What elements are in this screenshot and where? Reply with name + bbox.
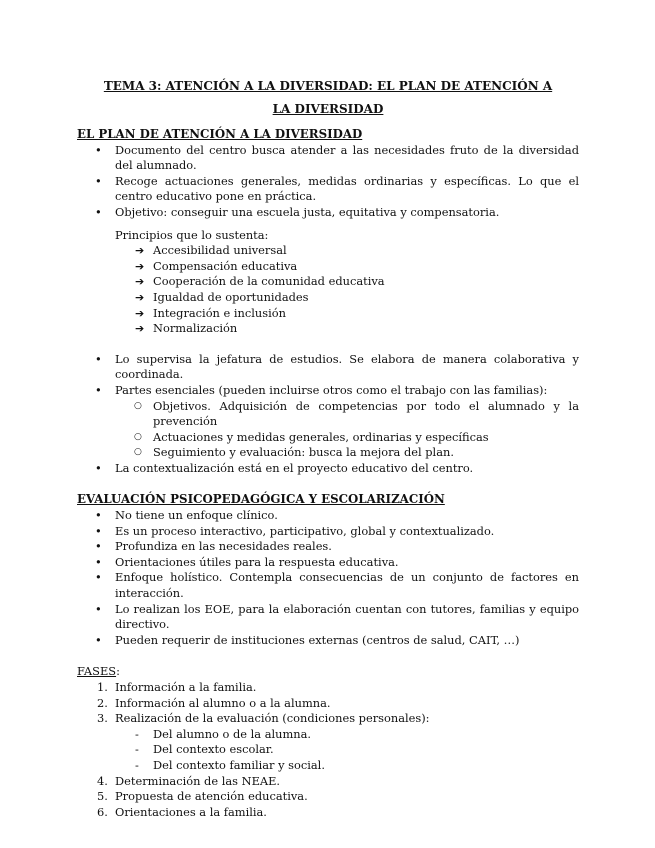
parts-list: [115, 399, 579, 461]
item-text: Determinación de las NEAE.: [115, 773, 281, 788]
fases-label: FASES: [77, 664, 117, 679]
item-number: 4.: [97, 773, 108, 788]
item-number: 5.: [97, 789, 108, 804]
list-item: • No tiene un enfoque clínico.: [77, 508, 579, 524]
item-text: Orientaciones a la familia.: [115, 804, 267, 819]
list-item: [77, 774, 579, 790]
list-item: [77, 696, 579, 712]
arrow-right-icon: ➔: [135, 259, 145, 273]
list-item: [77, 383, 579, 461]
item-number: 3.: [97, 711, 108, 726]
list-item: ○ Seguimiento y evaluación: busca la mejora del plan.: [115, 445, 579, 461]
document-page: [77, 75, 579, 820]
list-item: [115, 259, 579, 275]
arrow-right-icon: ➔: [135, 275, 145, 289]
list-item: ○ Objetivos. Adquisición de competencias por todo el alumnado y la prevención: [115, 399, 579, 430]
item-text: Información al alumno o a la alumna.: [115, 695, 331, 710]
principle-text: Compensación educativa: [153, 258, 298, 273]
principles-block: [77, 228, 579, 337]
list-item: [77, 711, 579, 773]
evaluation-subitems: [115, 727, 579, 774]
arrow-right-icon: ➔: [135, 306, 145, 320]
list-item: - Del contexto familiar y social.: [115, 758, 579, 774]
plan-bullet-list-2: [77, 352, 579, 477]
page-title: TEMA 3: ATENCIÓN A LA DIVERSIDAD: EL PLAN DE ATENCIÓN A LA DIVERSIDAD: [103, 79, 553, 116]
list-item: • Objetivo: conseguir una escuela justa, equitativa y compensatoria.: [77, 205, 579, 221]
list-item: [77, 789, 579, 805]
list-item: [77, 680, 579, 696]
list-item: [115, 321, 579, 337]
list-item: • Profundiza en las necesidades reales.: [77, 539, 579, 555]
list-item: [115, 290, 579, 306]
arrow-right-icon: ➔: [135, 290, 145, 304]
list-item: • Enfoque holístico. Contempla consecuencias de un conjunto de factores en interacción.: [77, 570, 579, 601]
evaluacion-bullet-list: [77, 508, 579, 648]
list-item: ○ Actuaciones y medidas generales, ordinarias y específicas: [115, 430, 579, 446]
item-text: Realización de la evaluación (condiciones personales):: [115, 711, 430, 726]
list-item: • Es un proceso interactivo, participativo, global y contextualizado.: [77, 524, 579, 540]
spacer: [77, 337, 579, 352]
plan-bullet-list: [77, 143, 579, 221]
list-item: - Del contexto escolar.: [115, 742, 579, 758]
list-item: • La contextualización está en el proyecto educativo del centro.: [77, 461, 579, 477]
list-item: • Orientaciones útiles para la respuesta educativa.: [77, 555, 579, 571]
principle-text: Normalización: [153, 321, 238, 336]
item-text: Información a la familia.: [115, 680, 257, 694]
item-number: 2.: [97, 695, 108, 710]
spacer: [77, 476, 579, 492]
principle-text: Integración e inclusión: [153, 305, 286, 320]
list-item: • Lo supervisa la jefatura de estudios. Se elabora de manera colaborativa y coordinada.: [77, 352, 579, 383]
list-item: [77, 805, 579, 821]
list-item: • Documento del centro busca atender a las necesidades fruto de la diversidad del alumnado.: [77, 143, 579, 174]
list-item: • Recoge actuaciones generales, medidas ordinarias y específicas. Lo que el centro educativo pone en práctica.: [77, 174, 579, 205]
fases-heading: [77, 664, 579, 680]
list-item: • Lo realizan los EOE, para la elaboración cuentan con tutores, familias y equipo directivo.: [77, 602, 579, 633]
arrow-right-icon: ➔: [135, 244, 145, 258]
list-item: [115, 306, 579, 322]
parts-label: Partes esenciales (pueden incluirse otros como el trabajo con las familias):: [115, 382, 548, 397]
list-item: [115, 243, 579, 259]
item-number: 6.: [97, 804, 108, 819]
spacer: [77, 648, 579, 664]
item-text: Propuesta de atención educativa.: [115, 789, 308, 804]
arrow-right-icon: ➔: [135, 322, 145, 336]
section-heading-evaluacion: EVALUACIÓN PSICOPEDAGÓGICA Y ESCOLARIZACIÓN: [77, 492, 445, 507]
list-item: • Pueden requerir de instituciones externas (centros de salud, CAIT, …): [77, 633, 579, 649]
list-item: [115, 274, 579, 290]
principle-text: Igualdad de oportunidades: [153, 289, 309, 304]
principle-text: Accesibilidad universal: [153, 243, 287, 258]
item-number: 1.: [97, 680, 108, 694]
fases-list: [77, 680, 579, 820]
list-item: - Del alumno o de la alumna.: [115, 727, 579, 743]
principle-text: Cooperación de la comunidad educativa: [153, 274, 385, 289]
section-heading-plan: EL PLAN DE ATENCIÓN A LA DIVERSIDAD: [77, 127, 363, 141]
principles-list: [115, 243, 579, 337]
principles-label: Principios que lo sustenta:: [115, 227, 269, 242]
fases-colon: :: [116, 664, 120, 679]
